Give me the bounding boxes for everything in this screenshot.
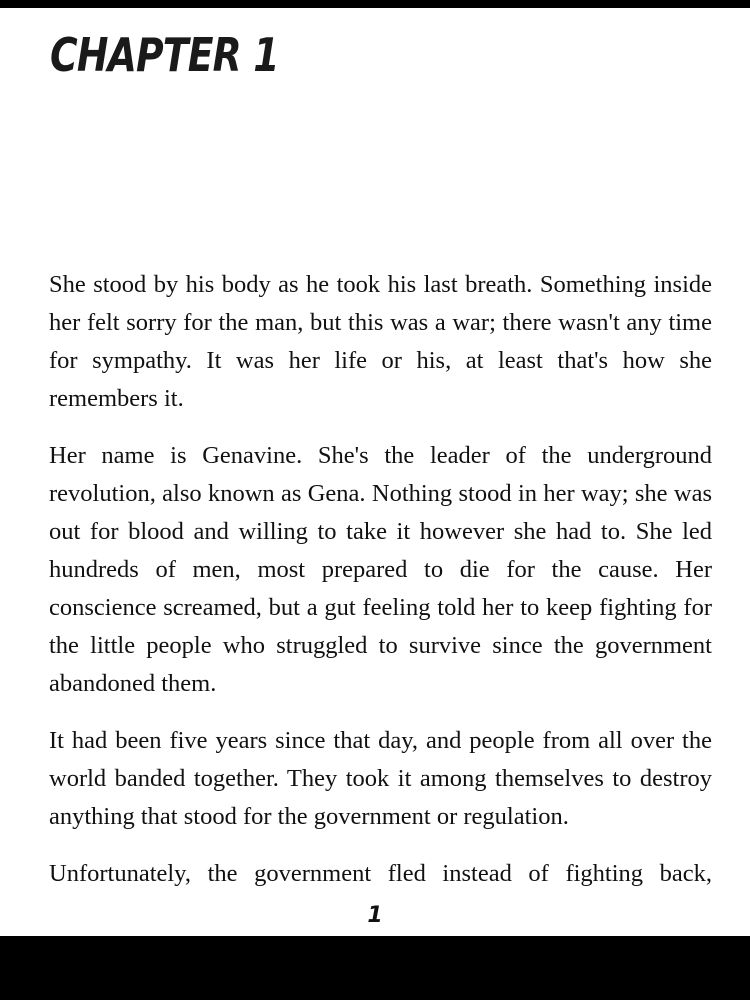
bottom-border [0,936,750,1000]
paragraph-4: Unfortunately, the government fled instead of fighting back, [49,860,712,887]
top-border [0,0,750,8]
page-number: 1 [367,903,383,928]
chapter-body [49,266,712,912]
chapter-title: CHAPTER 1 [50,28,279,82]
paragraph-3: It had been five years since that day, and people from all over the world banded together. They took it among themselves to destroy anything that stood for the government or regulation. [49,727,712,830]
paragraph-1: She stood by his body as he took his last breath. Something inside her felt sorry for the man, but this was a war; there wasn't any time for sympathy. It was her life or his, at least that's how she remembers it. [49,271,712,412]
paragraph-2: Her name is Genavine. She's the leader of the underground revolution, also known as Gena. Nothing stood in her way; she was out for blood and willing to take it however she had to. She led hundreds of men, most prepared to die for the cause. Her conscience screamed, but a gut feeling told her to keep fighting for the little people who struggled to survive since the government abandoned them. [49,442,712,697]
